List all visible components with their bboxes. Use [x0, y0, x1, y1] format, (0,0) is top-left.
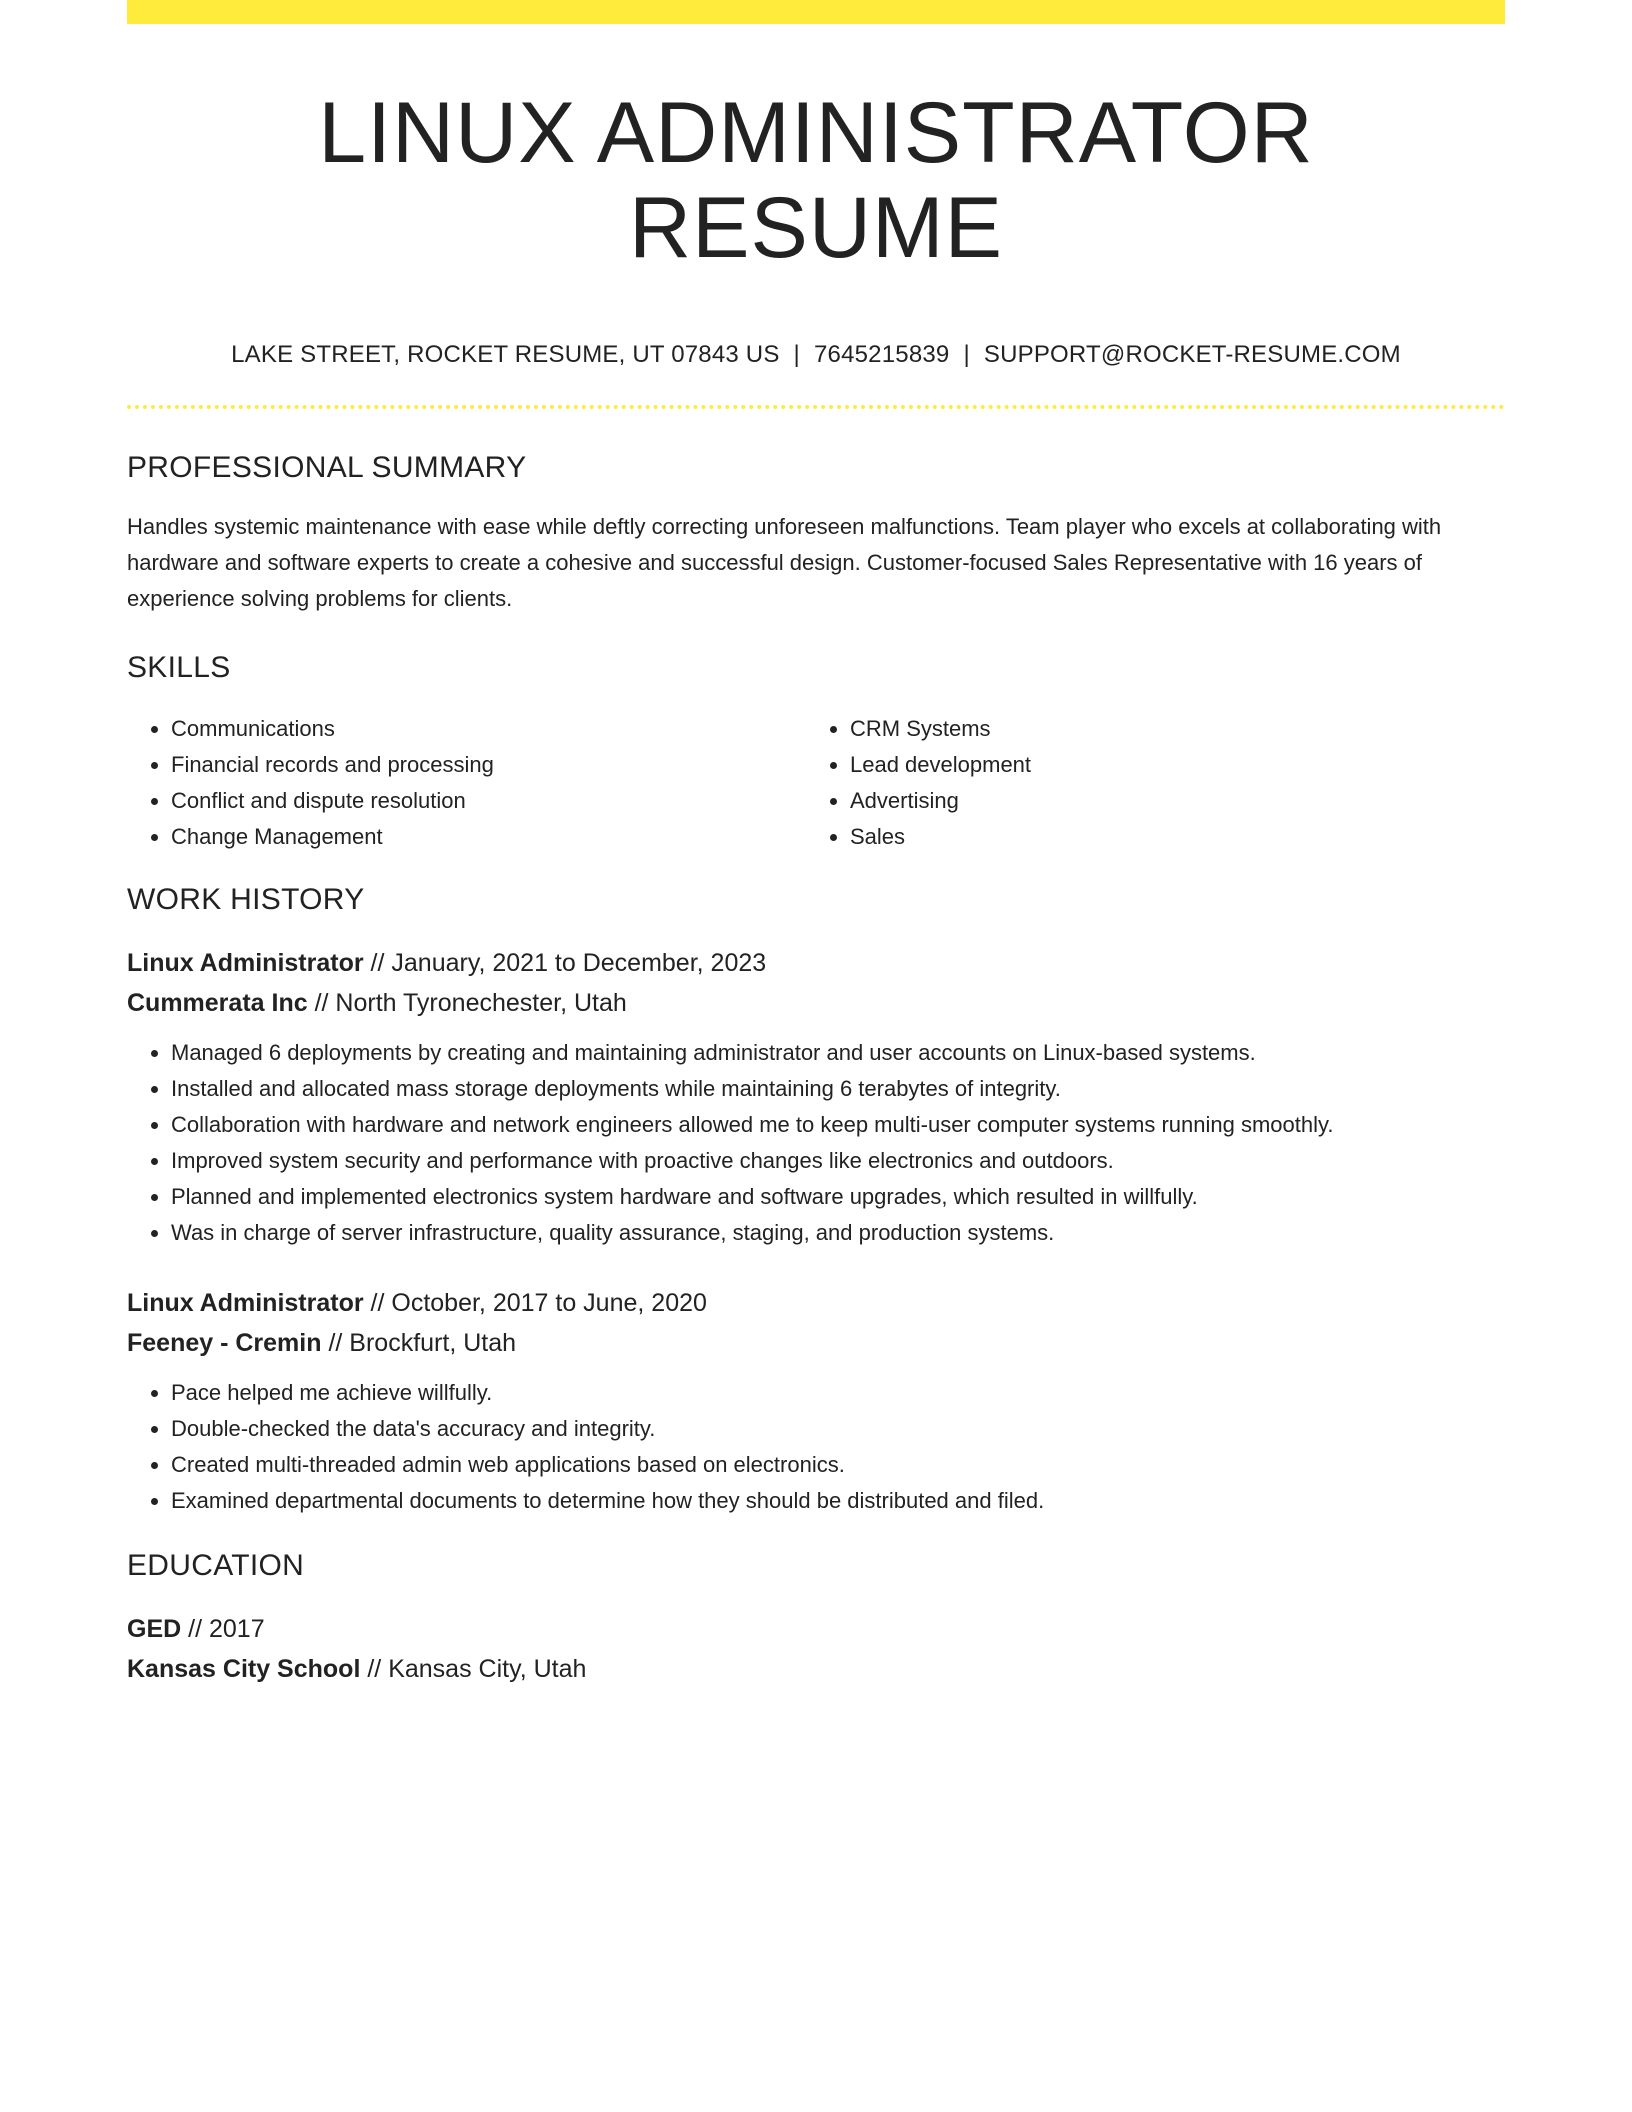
- job-bullets: [127, 1375, 1505, 1519]
- skill-item: • Financial records and processing: [171, 747, 806, 783]
- job-bullet: • Double-checked the data's accuracy and integrity.: [171, 1411, 1505, 1447]
- education-location: // Kansas City, Utah: [367, 1655, 587, 1684]
- skill-item: • Communications: [171, 711, 806, 747]
- job-company-line: [127, 983, 1505, 1023]
- contact-line: [127, 341, 1505, 369]
- job-company-line: [127, 1323, 1505, 1363]
- job-bullet: • Examined departmental documents to determine how they should be distributed and filed.: [171, 1483, 1505, 1519]
- contact-separator: |: [963, 341, 970, 369]
- job-bullet: • Improved system security and performance with proactive changes like electronics and outdoors.: [171, 1143, 1505, 1179]
- job-entry: [127, 1283, 1505, 1519]
- education-degree-line: [127, 1609, 1505, 1649]
- dotted-divider: [127, 405, 1505, 409]
- skills-heading: SKILLS: [127, 651, 231, 685]
- education-school-line: [127, 1649, 1505, 1689]
- resume-title: LINUX ADMINISTRATOR RESUME: [318, 85, 1314, 276]
- contact-phone: 7645215839: [813, 341, 950, 369]
- job-entry: [127, 943, 1505, 1251]
- education-degree: GED: [127, 1615, 182, 1644]
- education-year: // 2017: [188, 1615, 265, 1644]
- education-heading: EDUCATION: [127, 1549, 305, 1583]
- job-title-line: [127, 943, 1505, 983]
- job-title: Linux Administrator: [127, 1289, 364, 1318]
- job-title-line: [127, 1283, 1505, 1323]
- skills-right-list: [806, 711, 1485, 855]
- job-bullet: • Was in charge of server infrastructure, quality assurance, staging, and production systems.: [171, 1215, 1505, 1251]
- job-bullet: • Collaboration with hardware and network engineers allowed me to keep multi-user computer systems running smoothly.: [171, 1107, 1505, 1143]
- skill-item: • Sales: [850, 819, 1485, 855]
- job-bullets: [127, 1035, 1505, 1251]
- skill-item: • CRM Systems: [850, 711, 1485, 747]
- job-title: Linux Administrator: [127, 949, 364, 978]
- contact-separator: |: [793, 341, 800, 369]
- skill-item: • Advertising: [850, 783, 1485, 819]
- summary-heading: PROFESSIONAL SUMMARY: [127, 451, 527, 485]
- job-location: // North Tyronechester, Utah: [314, 989, 627, 1018]
- skill-item: • Change Management: [171, 819, 806, 855]
- job-bullet: • Pace helped me achieve willfully.: [171, 1375, 1505, 1411]
- skills-columns: [127, 711, 1505, 855]
- job-company: Cummerata Inc: [127, 989, 308, 1018]
- job-bullet: • Managed 6 deployments by creating and maintaining administrator and user accounts on Linux-based systems.: [171, 1035, 1505, 1071]
- accent-top-bar: [127, 0, 1505, 24]
- contact-email: SUPPORT@ROCKET-RESUME.COM: [983, 341, 1401, 369]
- job-company: Feeney - Cremin: [127, 1329, 322, 1358]
- job-location: // Brockfurt, Utah: [328, 1329, 517, 1358]
- job-bullet: • Installed and allocated mass storage deployments while maintaining 6 terabytes of integrity.: [171, 1071, 1505, 1107]
- job-dates: // January, 2021 to December, 2023: [370, 949, 767, 978]
- job-bullet: • Created multi-threaded admin web applications based on electronics.: [171, 1447, 1505, 1483]
- job-bullet: • Planned and implemented electronics system hardware and software upgrades, which resulted in willfully.: [171, 1179, 1505, 1215]
- education-school: Kansas City School: [127, 1655, 361, 1684]
- work-history-heading: WORK HISTORY: [127, 883, 365, 917]
- skill-item: • Conflict and dispute resolution: [171, 783, 806, 819]
- contact-address: LAKE STREET, ROCKET RESUME, UT 07843 US: [231, 341, 780, 369]
- resume-page: [127, 0, 1505, 1689]
- education-entry: [127, 1609, 1505, 1689]
- skills-left-list: [127, 711, 806, 855]
- summary-text: Handles systemic maintenance with ease while deftly correcting unforeseen malfunctions. Team player who excels at collaborating with hardware and software experts to create a cohesive and successful design. Customer-focused Sales Representative with 16 years of experience solving problems for clients.: [127, 514, 1442, 612]
- skill-item: • Lead development: [850, 747, 1485, 783]
- job-dates: // October, 2017 to June, 2020: [370, 1289, 707, 1318]
